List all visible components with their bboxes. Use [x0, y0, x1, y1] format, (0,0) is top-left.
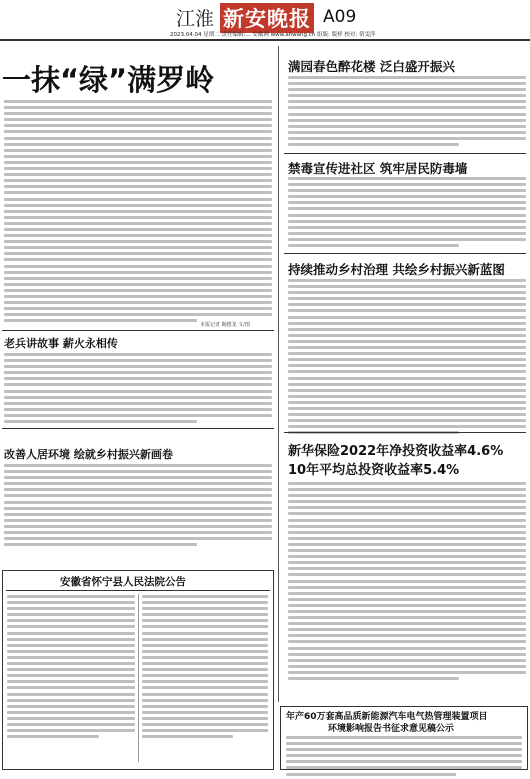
column-divider: [278, 46, 279, 702]
masthead-logo: 新安晚报: [220, 3, 314, 33]
right-article-2-body: [288, 177, 526, 250]
right-article-1-body: [288, 76, 526, 149]
court-notice-body-left: [7, 595, 135, 741]
right-article-4-title-2: 10年平均总投资收益率5.4%: [288, 463, 460, 478]
left-rule-1: [2, 330, 274, 331]
court-notice-body-right: [142, 595, 268, 741]
right-article-3-body: [288, 279, 526, 437]
left-article-1-title: 老兵讲故事 薪火永相传: [4, 337, 118, 350]
bottom-banner-body: [286, 736, 522, 779]
court-notice-rule: [6, 590, 270, 591]
left-article-2-title: 改善人居环境 绘就乡村振兴新画卷: [4, 448, 173, 461]
masthead-rule: [0, 39, 530, 41]
lead-title: 一抹“绿”满罗岭: [2, 63, 215, 97]
court-notice-divider: [138, 594, 139, 762]
right-article-3-title: 持续推动乡村治理 共绘乡村振兴新蓝图: [288, 262, 505, 277]
right-article-4-body: [288, 482, 526, 683]
masthead-region: 江淮: [176, 8, 215, 30]
court-notice-title: 安徽省怀宁县人民法院公告: [60, 576, 186, 588]
right-article-2-title: 禁毒宣传进社区 筑牢居民防毒墙: [288, 161, 468, 176]
bottom-banner-line-1: 年产60万套高品质新能源汽车电气热管理装置项目: [286, 712, 488, 722]
right-rule-1: [284, 153, 526, 154]
right-rule-2: [284, 253, 526, 254]
lead-body: [4, 100, 272, 325]
right-article-4-title-1: 新华保险2022年净投资收益率4.6%: [288, 444, 504, 459]
right-rule-3: [284, 432, 526, 433]
left-article-1-body: [4, 353, 272, 426]
right-article-1-title: 满园春色醉花楼 泛白盛开振兴: [288, 59, 455, 74]
date-line: 2023.04.04 星期二 责任编辑:... 安徽网 www.ahwang.cn 组版: 版样 校对: 倩雯萍: [170, 32, 376, 38]
bottom-banner-line-2: 环境影响报告书征求意见稿公示: [328, 724, 455, 734]
left-article-2-body: [4, 464, 272, 549]
left-rule-2: [2, 428, 274, 429]
lead-byline: 本报记者 陶德龙 文/图: [200, 322, 250, 328]
masthead: [0, 0, 530, 40]
page-number: A09: [323, 7, 357, 27]
